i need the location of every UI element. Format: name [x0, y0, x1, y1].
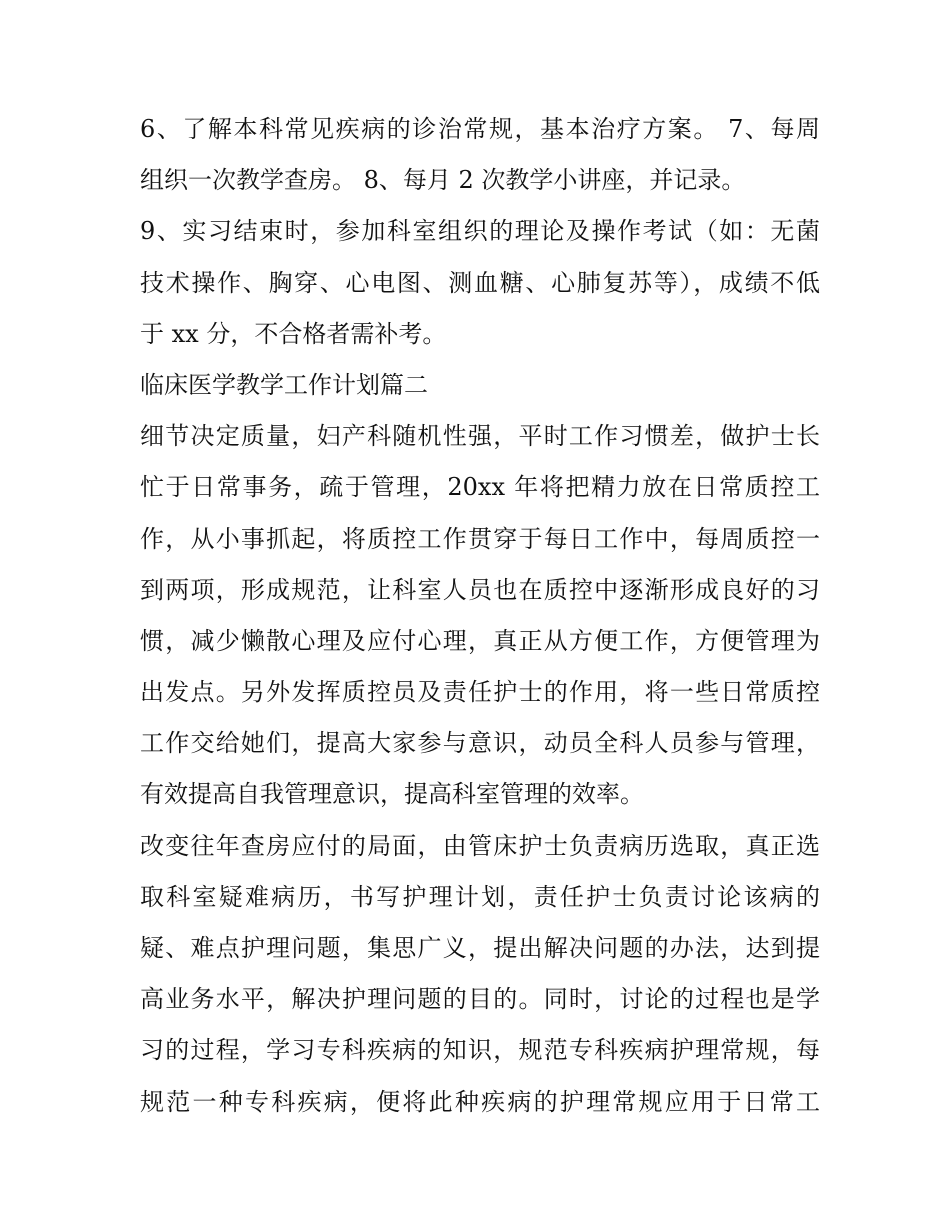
text-line: 规范一种专科疾病，便将此种疾病的护理常规应用于日常工	[140, 1087, 820, 1116]
text-line: 到两项，形成规范，让科室人员也在质控中逐渐形成良好的习	[140, 575, 820, 604]
text-line: 工作交给她们，提高大家参与意识，动员全科人员参与管理，	[140, 729, 820, 758]
text-line: 惯，减少懒散心理及应付心理，真正从方便工作，方便管理为	[140, 626, 820, 655]
text-line: 疑、难点护理问题，集思广义，提出解决问题的办法，达到提	[140, 934, 820, 962]
text-line: 作，从小事抓起，将质控工作贯穿于每日工作中，每周质控一	[140, 524, 820, 553]
text-line: 改变往年查房应付的局面，由管床护士负责病历选取，真正选	[140, 831, 820, 860]
text-line: 出发点。另外发挥质控员及责任护士的作用，将一些日常质控	[140, 678, 820, 707]
text-line: 忙于日常事务，疏于管理，20xx 年将把精力放在日常质控工	[140, 473, 820, 502]
text-line: 9、实习结束时，参加科室组织的理论及操作考试（如：无菌	[140, 217, 820, 246]
text-line: 习的过程，学习专科疾病的知识，规范专科疾病护理常规，每	[140, 1036, 820, 1065]
section-heading: 临床医学教学工作计划篇二	[140, 370, 428, 399]
text-line: 细节决定质量，妇产科随机性强，平时工作习惯差，做护士长	[140, 422, 820, 451]
document-body	[140, 104, 820, 1128]
text-line: 技术操作、胸穿、心电图、测血糖、心肺复苏等），成绩不低	[140, 268, 820, 297]
text-line: 高业务水平，解决护理问题的目的。同时，讨论的过程也是学	[140, 985, 820, 1014]
text-line: 6、了解本科常见疾病的诊治常规，基本治疗方案。 7、每周	[140, 115, 820, 143]
text-line: 组织一次教学查房。 8、每月 2 次教学小讲座，并记录。	[140, 166, 746, 195]
text-line: 于 xx 分，不合格者需补考。	[140, 319, 447, 348]
text-line: 取科室疑难病历，书写护理计划，责任护士负责讨论该病的	[140, 882, 820, 911]
text-line: 有效提高自我管理意识，提高科室管理的效率。	[140, 780, 644, 809]
